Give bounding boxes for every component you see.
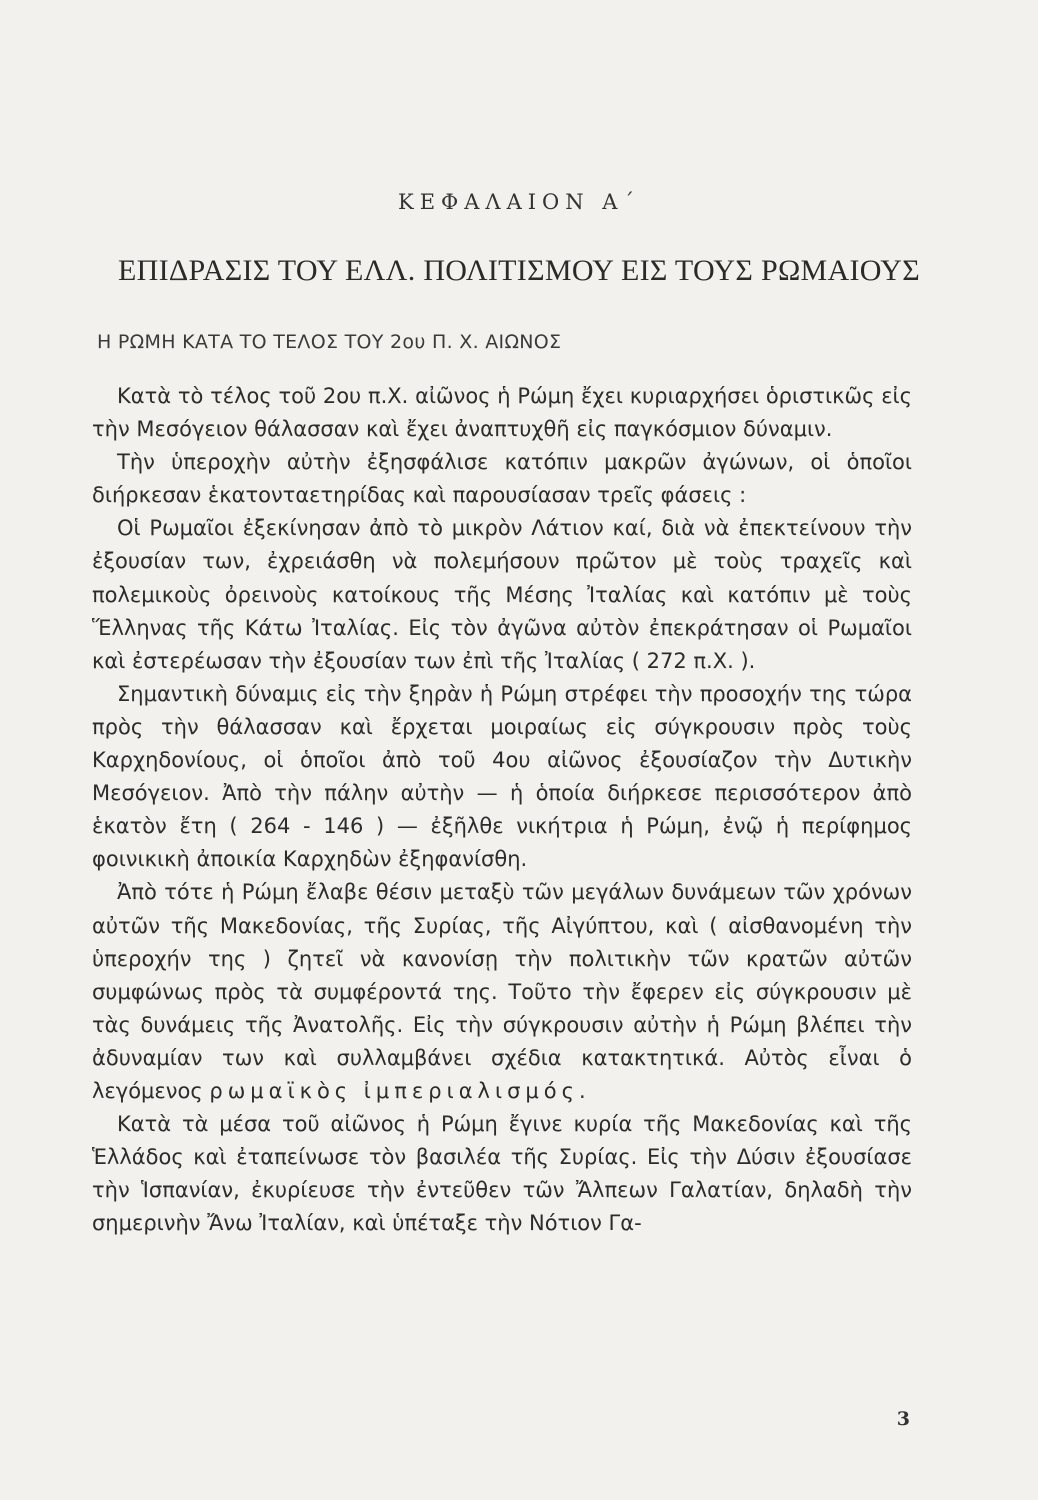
- paragraph: [92, 876, 912, 1108]
- body-text: [92, 380, 912, 1240]
- page-number: 3: [896, 1408, 910, 1430]
- paragraph: Τὴν ὑπεροχὴν αὐτὴν ἐξησφάλισε κατόπιν μακρῶν ἀγώνων, οἱ ὁποῖοι διήρκεσαν ἑκατονταετηρίδας καὶ παρουσίασαν τρεῖς φάσεις :: [92, 450, 912, 508]
- paragraph: Κατὰ τὰ μέσα τοῦ αἰῶνος ἡ Ρώμη ἔγινε κυρία τῆς Μακεδονίας καὶ τῆς Ἑλλάδος καὶ ἐταπείνωσε τὸν βασιλέα τῆς Συρίας. Εἰς τὴν Δύσιν ἐξουσίασε τὴν Ἱσπανίαν, ἐκυρίευσε τὴν ἐντεῦθεν τῶν Ἄλπεων Γαλατίαν, δηλαδὴ τὴν σημερινὴν Ἄνω Ἰταλίαν, καὶ ὑπέταξε τὴν Νότιον Γα-: [92, 1112, 912, 1236]
- chapter-label: ΚΕΦΑΛΑΙΟΝ Α΄: [398, 190, 640, 214]
- section-heading: Η ΡΩΜΗ ΚΑΤΑ ΤΟ ΤΕΛΟΣ ΤΟΥ 2ου Π. Χ. ΑΙΩΝΟΣ: [97, 331, 562, 353]
- emphasized-term: ρωμαϊκὸς ἰμπεριαλισμός: [209, 1078, 579, 1103]
- paragraph: Σημαντικὴ δύναμις εἰς τὴν ξηρὰν ἡ Ρώμη στρέφει τὴν προσοχήν της τώρα πρὸς τὴν θάλασσαν καὶ ἔρχεται μοιραίως εἰς σύγκρουσιν πρὸς τοὺς Καρχηδονίους, οἱ ὁποῖοι ἀπὸ τοῦ 4ου αἰῶνος ἐξουσίαζον τὴν Δυτικὴν Μεσόγειον. Ἀπὸ τὴν πάλην αὐτὴν — ἡ ὁποία διήρκεσε περισσότερον ἀπὸ ἑκατὸν ἔτη ( 264 - 146 ) — ἐξῆλθε νικήτρια ἡ Ρώμη, ἐνῷ ἡ περίφημος φοινικικὴ ἀποικία Καρχηδὼν ἐξηφανίσθη.: [92, 681, 912, 872]
- paragraph: Κατὰ τὸ τέλος τοῦ 2ου π.Χ. αἰῶνος ἡ Ρώμη ἔχει κυριαρχήσει ὁριστικῶς εἰς τὴν Μεσόγειον θάλασσαν καὶ ἔχει ἀναπτυχθῆ εἰς παγκόσμιον δύναμιν.: [92, 384, 912, 442]
- paragraph: Οἱ Ρωμαῖοι ἐξεκίνησαν ἀπὸ τὸ μικρὸν Λάτιον καί, διὰ νὰ ἐπεκτείνουν τὴν ἐξουσίαν των, ἐχρειάσθη νὰ πολεμήσουν πρῶτον μὲ τοὺς τραχεῖς καὶ πολεμικοὺς ὀρεινοὺς κατοίκους τῆς Μέσης Ἰταλίας καὶ κατόπιν μὲ τοὺς Ἕλληνας τῆς Κάτω Ἰταλίας. Εἰς τὸν ἀγῶνα αὐτὸν ἐπεκράτησαν οἱ Ρωμαῖοι καὶ ἐστερέωσαν τὴν ἐξουσίαν των ἐπὶ τῆς Ἰταλίας ( 272 π.Χ. ).: [92, 516, 912, 673]
- chapter-title: ΕΠΙΔΡΑΣΙΣ ΤΟΥ ΕΛΛ. ΠΟΛΙΤΙΣΜΟΥ ΕΙΣ ΤΟΥΣ ΡΩΜΑΙΟΥΣ: [118, 254, 920, 287]
- paragraph-text: Ἀπὸ τότε ἡ Ρώμη ἔλαβε θέσιν μεταξὺ τῶν μεγάλων δυνάμεων τῶν χρόνων αὐτῶν τῆς Μακεδονίας, τῆς Συρίας, τῆς Αἰγύπτου, καὶ ( αἰσθανομένη τὴν ὑπεροχήν της ) ζητεῖ νὰ κανονίσῃ τὴν πολιτικὴν τῶν κρατῶν αὐτῶν συμφώνως πρὸς τὰ συμφέροντά της. Τοῦτο τὴν ἔφερεν εἰς σύγκρουσιν μὲ τὰς δυνάμεις τῆς Ἀνατολῆς. Εἰς τὴν σύγκρουσιν αὐτὴν ἡ Ρώμη βλέπει τὴν ἀδυναμίαν των καὶ συλλαμβάνει σχέδια κατακτητικά. Αὐτὸς εἶναι ὁ λεγόμενος: [92, 880, 912, 1103]
- paragraph-end: .: [578, 1078, 586, 1103]
